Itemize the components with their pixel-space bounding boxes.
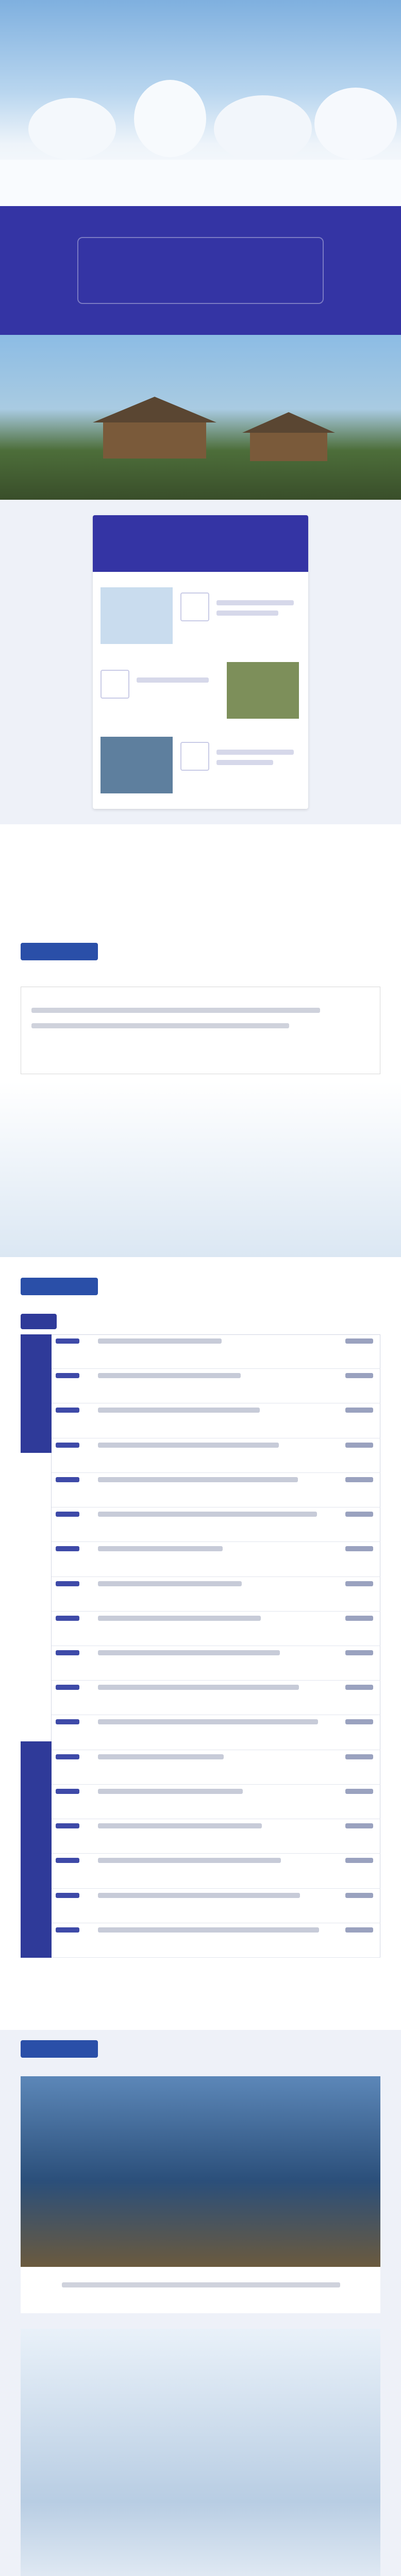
schedule-time bbox=[56, 1754, 79, 1759]
schedule-row bbox=[52, 1750, 380, 1785]
notice-heading bbox=[21, 943, 98, 960]
schedule-row bbox=[52, 1889, 380, 1923]
snow-background bbox=[0, 1082, 401, 1257]
schedule-transport bbox=[345, 1927, 373, 1933]
schedule-description bbox=[98, 1719, 318, 1724]
schedule-description bbox=[98, 1373, 241, 1378]
schedule-row bbox=[52, 1923, 380, 1958]
snow-sculpture-illustration bbox=[0, 0, 401, 206]
schedule-row bbox=[52, 1577, 380, 1612]
schedule-time bbox=[56, 1650, 79, 1655]
schedule-transport bbox=[345, 1719, 373, 1724]
schedule-time bbox=[56, 1477, 79, 1482]
schedule-transport bbox=[345, 1443, 373, 1448]
schedule-description bbox=[98, 1408, 260, 1413]
point-text-3b bbox=[216, 760, 273, 765]
schedule-time bbox=[56, 1512, 79, 1517]
schedule-description bbox=[98, 1823, 262, 1828]
schedule-row bbox=[52, 1854, 380, 1888]
schedule-time bbox=[56, 1893, 79, 1898]
schedule-description bbox=[98, 1338, 222, 1344]
notice-line-2 bbox=[31, 1023, 289, 1028]
point-image-1 bbox=[101, 587, 173, 644]
schedule-description bbox=[98, 1650, 280, 1655]
schedule-transport bbox=[345, 1893, 373, 1898]
schedule-row bbox=[52, 1819, 380, 1854]
schedule-time bbox=[56, 1789, 79, 1794]
schedule-description bbox=[98, 1581, 242, 1586]
title-banner bbox=[0, 206, 401, 335]
schedule-row bbox=[52, 1612, 380, 1646]
schedule-time bbox=[56, 1719, 79, 1724]
schedule-row bbox=[52, 1507, 380, 1542]
schedule-transport bbox=[345, 1754, 373, 1759]
guide-photo-ice-festival bbox=[21, 2329, 380, 2576]
point-text-1b bbox=[216, 611, 278, 616]
schedule-description bbox=[98, 1477, 298, 1482]
point-image-3 bbox=[101, 737, 173, 793]
point-number-3 bbox=[180, 742, 209, 771]
temple-illustration bbox=[0, 335, 401, 500]
schedule-row bbox=[52, 1542, 380, 1577]
schedule-row bbox=[52, 1785, 380, 1819]
schedule-time bbox=[56, 1858, 79, 1863]
schedule-transport bbox=[345, 1512, 373, 1517]
point-image-2 bbox=[227, 662, 299, 719]
itinerary-tag bbox=[21, 1314, 57, 1329]
guide-caption-temple bbox=[21, 2267, 380, 2313]
schedule-description bbox=[98, 1789, 243, 1794]
schedule-description bbox=[98, 1927, 319, 1933]
schedule-time bbox=[56, 1616, 79, 1621]
schedule-transport bbox=[345, 1685, 373, 1690]
schedule-time bbox=[56, 1823, 79, 1828]
point-number-2 bbox=[101, 670, 129, 699]
guide-heading bbox=[21, 2040, 98, 2058]
point-text-2 bbox=[137, 677, 209, 683]
schedule-row bbox=[52, 1369, 380, 1403]
schedule-description bbox=[98, 1858, 281, 1863]
schedule-row bbox=[52, 1438, 380, 1473]
title-area bbox=[77, 237, 324, 304]
notice-line-1 bbox=[31, 1008, 320, 1013]
schedule-transport bbox=[345, 1823, 373, 1828]
schedule-time bbox=[56, 1373, 79, 1378]
point-text-3 bbox=[216, 750, 294, 755]
schedule-transport bbox=[345, 1477, 373, 1482]
schedule-transport bbox=[345, 1650, 373, 1655]
schedule-transport bbox=[345, 1789, 373, 1794]
schedule-description bbox=[98, 1443, 279, 1448]
temple-photo bbox=[0, 335, 401, 500]
point-number-1 bbox=[180, 592, 209, 621]
schedule-transport bbox=[345, 1581, 373, 1586]
schedule-description bbox=[98, 1685, 299, 1690]
schedule-time bbox=[56, 1927, 79, 1933]
schedule-time bbox=[56, 1546, 79, 1551]
schedule-row bbox=[52, 1403, 380, 1438]
schedule-description bbox=[98, 1512, 317, 1517]
schedule-row bbox=[52, 1334, 380, 1369]
schedule-transport bbox=[345, 1338, 373, 1344]
schedule-transport bbox=[345, 1546, 373, 1551]
schedule-time bbox=[56, 1443, 79, 1448]
schedule-transport bbox=[345, 1373, 373, 1378]
schedule-description bbox=[98, 1616, 261, 1621]
schedule-time bbox=[56, 1408, 79, 1413]
schedule-day-1 bbox=[21, 1334, 52, 1453]
schedule-transport bbox=[345, 1616, 373, 1621]
schedule-day-2 bbox=[21, 1453, 52, 1741]
notice-box bbox=[21, 987, 380, 1074]
schedule-time bbox=[56, 1581, 79, 1586]
schedule-day-3 bbox=[21, 1741, 52, 1958]
schedule-row bbox=[52, 1473, 380, 1507]
schedule-description bbox=[98, 1754, 224, 1759]
schedule-row bbox=[52, 1646, 380, 1681]
schedule-description bbox=[98, 1893, 300, 1898]
schedule-row bbox=[52, 1715, 380, 1750]
itinerary-heading bbox=[21, 1278, 98, 1295]
point-text-1 bbox=[216, 600, 294, 605]
hero-photo bbox=[0, 0, 401, 206]
schedule-row bbox=[52, 1681, 380, 1715]
schedule-time bbox=[56, 1685, 79, 1690]
point-heading bbox=[93, 515, 308, 572]
guide-photo-temple bbox=[21, 2076, 380, 2267]
schedule-description bbox=[98, 1546, 223, 1551]
schedule-transport bbox=[345, 1858, 373, 1863]
schedule-transport bbox=[345, 1408, 373, 1413]
schedule-time bbox=[56, 1338, 79, 1344]
